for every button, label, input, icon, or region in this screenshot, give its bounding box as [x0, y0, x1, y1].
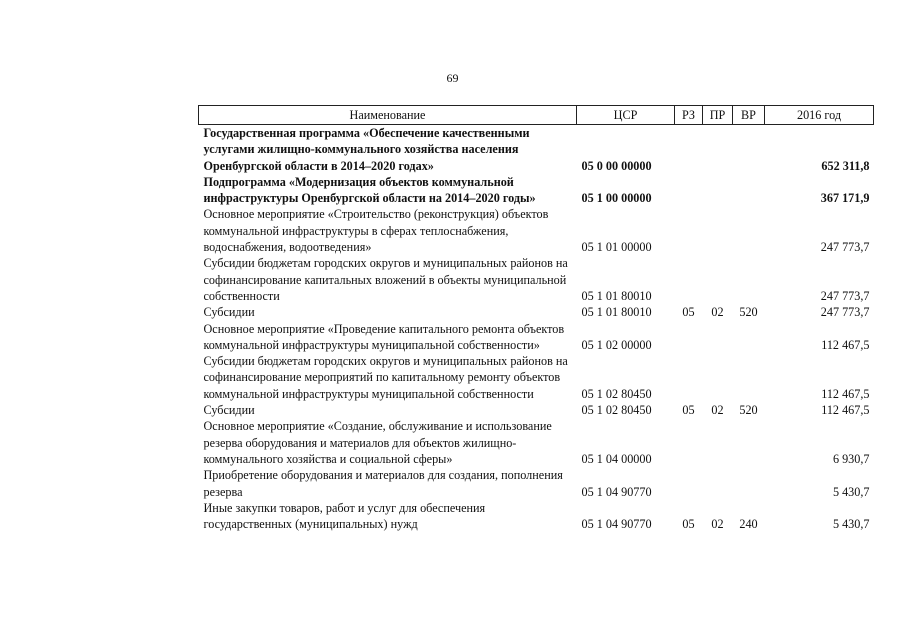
- table-row: [199, 402, 874, 418]
- row-pr: [703, 321, 733, 354]
- header-vr: ВР: [733, 106, 765, 125]
- row-rz: [675, 321, 703, 354]
- table-row: [199, 467, 874, 500]
- header-csr: ЦСР: [577, 106, 675, 125]
- row-rz: 05: [682, 403, 695, 418]
- row-csr: 05 1 01 00000: [581, 240, 652, 255]
- row-vr: 520: [739, 403, 758, 418]
- row-rz: [675, 174, 703, 207]
- row-csr: 05 1 01 80010: [581, 288, 652, 303]
- row-amount: 247 773,7: [820, 240, 870, 255]
- row-vr: [733, 206, 765, 255]
- row-amount: 5 430,7: [832, 517, 870, 532]
- table-row: [199, 174, 874, 207]
- row-amount: 112 467,5: [821, 386, 870, 401]
- header-name: Наименование: [199, 106, 577, 125]
- row-name: Субсидии бюджетам городских округов и муниципальных районов на софинансирование капитальных вложений в объекты муниципальной собственности: [203, 256, 568, 303]
- row-vr: [733, 467, 765, 500]
- row-csr: 05 1 01 80010: [581, 305, 652, 320]
- row-vr: [733, 125, 765, 174]
- row-amount: 247 773,7: [820, 305, 870, 320]
- row-name: Основное мероприятие «Проведение капитального ремонта объектов коммунальной инфраструктуры муниципальной собственности»: [203, 321, 565, 352]
- row-name: Государственная программа «Обеспечение качественными услугами жилищно-коммунального хозяйства населения Оренбургской области в 2014–2020 годах»: [203, 126, 530, 173]
- row-name: Субсидии: [203, 403, 255, 418]
- row-pr: [703, 353, 733, 402]
- row-csr: 05 1 02 80450: [581, 386, 652, 401]
- row-name: Основное мероприятие «Создание, обслуживание и использование резерва оборудования и материалов для объектов жилищно-коммунального хозяйства и социальной сферы»: [203, 419, 552, 466]
- row-pr: [703, 125, 733, 174]
- row-rz: 05: [682, 517, 695, 532]
- row-amount: 5 430,7: [832, 484, 870, 499]
- row-vr: [733, 418, 765, 467]
- table-row: [199, 353, 874, 402]
- row-vr: [733, 353, 765, 402]
- table-row: [199, 500, 874, 533]
- row-pr: 02: [711, 403, 724, 418]
- row-name: Субсидии: [203, 305, 255, 320]
- row-name: Субсидии бюджетам городских округов и муниципальных районов на софинансирование мероприятий по капитальному ремонту объектов коммунальной инфраструктуры муниципальной собственности: [203, 354, 568, 401]
- row-amount: 112 467,5: [821, 403, 870, 418]
- table-row: [199, 321, 874, 354]
- row-vr: 240: [739, 517, 758, 532]
- row-rz: [675, 467, 703, 500]
- row-vr: 520: [739, 305, 758, 320]
- row-csr: 05 1 04 90770: [581, 517, 652, 532]
- row-amount: 652 311,8: [821, 158, 870, 173]
- table-row: [199, 418, 874, 467]
- row-pr: [703, 467, 733, 500]
- table-row: [199, 206, 874, 255]
- row-pr: [703, 418, 733, 467]
- header-pr: ПР: [703, 106, 733, 125]
- row-amount: 112 467,5: [821, 337, 870, 352]
- row-vr: [733, 174, 765, 207]
- row-rz: 05: [682, 305, 695, 320]
- row-name: Иные закупки товаров, работ и услуг для обеспечения государственных (муниципальных) нужд: [203, 500, 486, 532]
- row-csr: 05 1 04 90770: [581, 484, 652, 499]
- row-name: Подпрограмма «Модернизация объектов коммунальной инфраструктуры Оренбургской области на 2014–2020 годы»: [203, 174, 536, 206]
- row-vr: [733, 255, 765, 304]
- row-rz: [675, 125, 703, 174]
- row-amount: 367 171,9: [820, 191, 870, 206]
- table-row: [199, 125, 874, 174]
- page-number: 69: [446, 71, 459, 85]
- table-header-row: [199, 106, 874, 125]
- budget-table: [198, 105, 874, 532]
- row-csr: 05 1 02 00000: [581, 337, 652, 352]
- row-rz: [675, 206, 703, 255]
- row-csr: 05 1 04 00000: [581, 451, 652, 466]
- row-pr: [703, 255, 733, 304]
- header-rz: РЗ: [675, 106, 703, 125]
- row-pr: 02: [711, 305, 724, 320]
- row-amount: 6 930,7: [832, 451, 870, 466]
- row-csr: 05 1 00 00000: [581, 191, 652, 206]
- row-name: Основное мероприятие «Строительство (реконструкция) объектов коммунальной инфраструктуры в сферах теплоснабжения, водоснабжения, водоотведения»: [203, 207, 549, 255]
- row-rz: [675, 353, 703, 402]
- row-pr: 02: [711, 517, 724, 532]
- table-row: [199, 255, 874, 304]
- table-row: [199, 304, 874, 320]
- row-csr: 05 1 02 80450: [581, 403, 652, 418]
- row-rz: [675, 255, 703, 304]
- row-amount: 247 773,7: [820, 288, 870, 303]
- row-name: Приобретение оборудования и материалов для создания, пополнения резерва: [203, 468, 563, 499]
- row-csr: 05 0 00 00000: [581, 158, 652, 173]
- row-pr: [703, 174, 733, 207]
- row-rz: [675, 418, 703, 467]
- header-year: 2016 год: [765, 106, 874, 125]
- row-vr: [733, 321, 765, 354]
- row-pr: [703, 206, 733, 255]
